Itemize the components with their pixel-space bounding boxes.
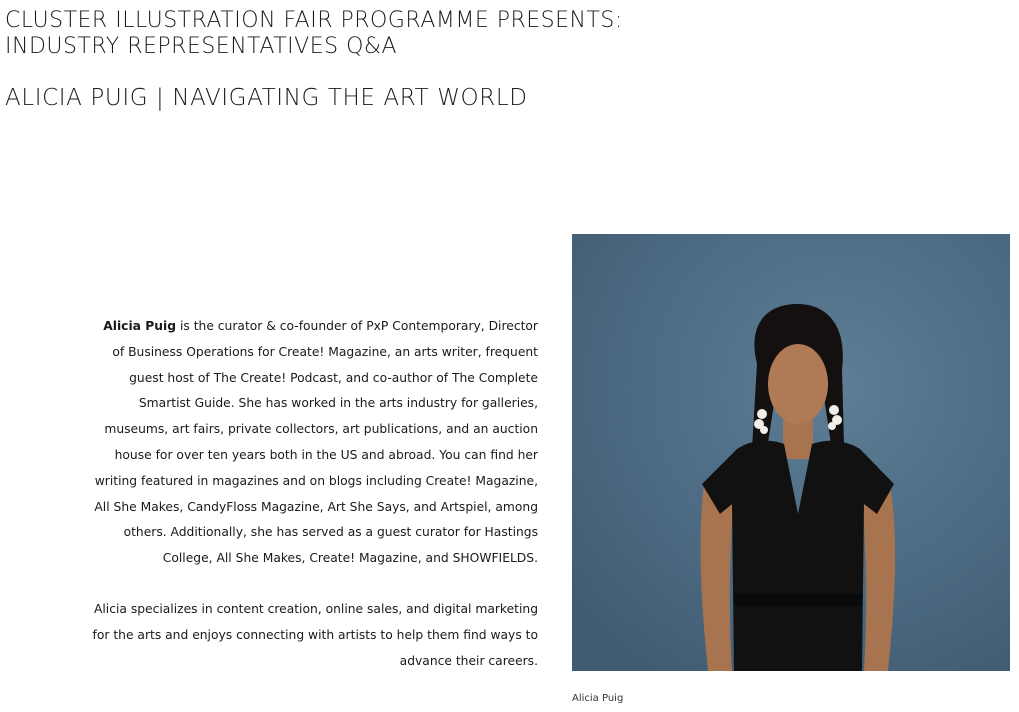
photo-caption: Alicia Puig bbox=[572, 693, 624, 704]
bio-paragraph-2: Alicia specializes in content creation, online sales, and digital marketing for the arts and enjoys connecting with artists to help them find ways to advance their careers. bbox=[92, 601, 538, 668]
bio-name: Alicia Puig bbox=[103, 319, 177, 333]
face bbox=[768, 344, 828, 424]
bio-section bbox=[92, 314, 538, 674]
page-header bbox=[5, 8, 1005, 60]
portrait-photo bbox=[572, 234, 1010, 671]
programme-title-line-1: CLUSTER ILLUSTRATION FAIR PROGRAMME PRESENTS: bbox=[5, 8, 623, 33]
left-arm bbox=[701, 484, 734, 671]
bio-paragraph-1-text: is the curator & co-founder of PxP Contemporary, Director of Business Operations for Create! Magazine, an arts writer, frequent guest host of The Create! Podcast, and co-author of The Complete Smartist Guide. She has worked in the arts industry for galleries, museums, art fairs, private collectors, art publications, and an auction house for over ten years both in the US and abroad. You can find her writing featured in magazines and on blogs including Create! Magazine, All She Makes, CandyFloss Magazine, Art She Says, and Artspiel, among others. Additionally, she has served as a guest curator for Hastings College, All She Makes, Create! Magazine, and SHOWFIELDS. bbox=[94, 319, 538, 566]
programme-title-line-2: INDUSTRY REPRESENTATIVES Q&A bbox=[5, 34, 398, 59]
portrait-illustration bbox=[572, 234, 1010, 671]
neck bbox=[783, 419, 813, 459]
dress-belt bbox=[734, 594, 862, 606]
right-arm bbox=[862, 484, 895, 671]
page-headline: ALICIA PUIG | NAVIGATING THE ART WORLD bbox=[5, 85, 528, 111]
bio-paragraph-1 bbox=[92, 314, 538, 572]
